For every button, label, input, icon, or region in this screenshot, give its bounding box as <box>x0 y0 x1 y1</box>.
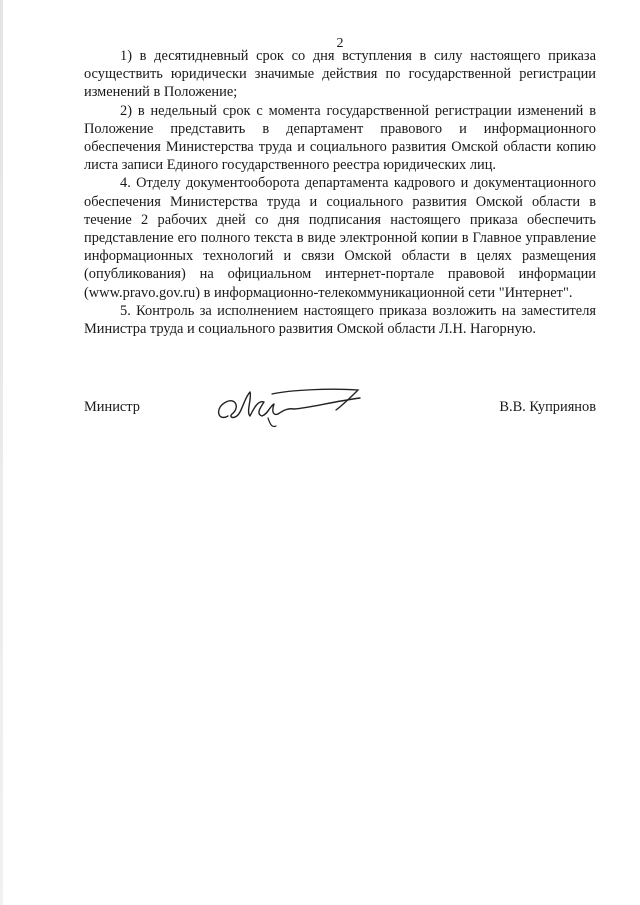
signature-block <box>84 399 596 421</box>
document-body <box>84 47 596 338</box>
signer-title: Министр <box>84 399 140 415</box>
scan-edge <box>0 0 3 905</box>
paragraph-2: 2) в недельный срок с момента государственной регистрации изменений в Положение представить в департамент правового и информационного обеспечения Министерства труда и социального развития Омской области копию листа записи Единого государственного реестра юридических лиц. <box>84 102 596 174</box>
paragraph-3: 4. Отделу документооборота департамента кадрового и документационного обеспечения Министерства труда и социального развития Омской области в течение 2 рабочих дней со дня подписания настоящего приказа обеспечить представление его полного текста в виде электронной копии в Главное управление информационных технологий и связи Омской области в целях размещения (опубликования) на официальном интернет-портале правовой информации (www.pravo.gov.ru) в информационно-телекоммуникационной сети "Интернет". <box>84 175 596 301</box>
paragraph-1: 1) в десятидневный срок со дня вступления в силу настоящего приказа осуществить юридически значимые действия по государственной регистрации изменений в Положение; <box>84 48 596 101</box>
page-number: 2 <box>336 36 344 51</box>
signer-name: В.В. Куприянов <box>499 399 596 415</box>
paragraph-4: 5. Контроль за исполнением настоящего приказа возложить на заместителя Министра труда и социального развития Омской области Л.Н. Нагорную. <box>84 302 596 338</box>
